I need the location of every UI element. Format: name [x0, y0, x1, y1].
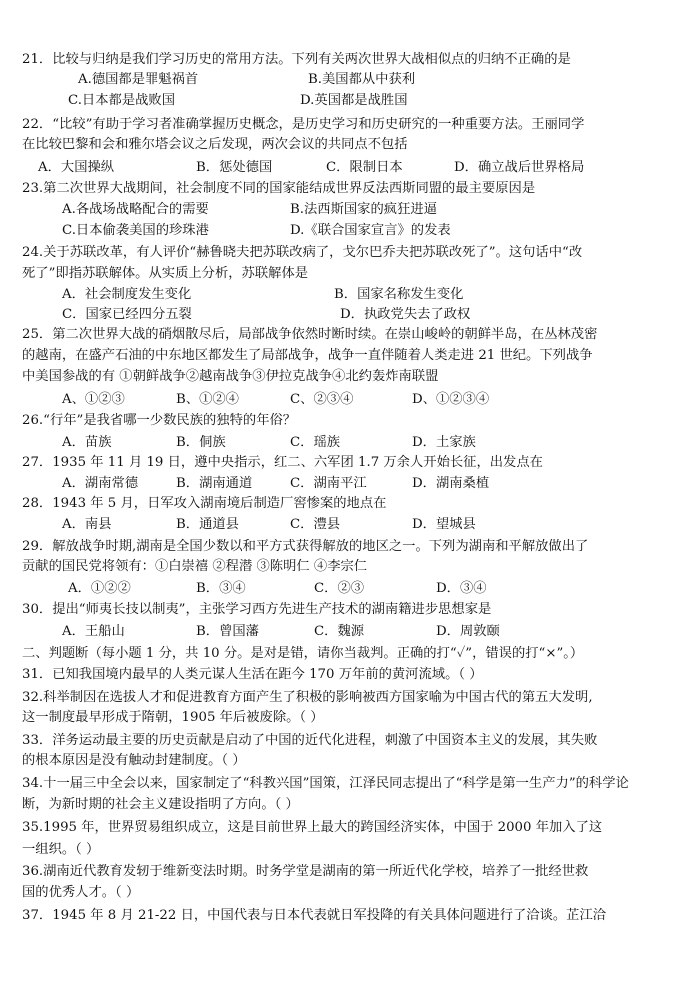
- q25-option-a: A、①②③: [62, 392, 125, 407]
- q22-option-c: C．限制日本: [326, 160, 403, 175]
- q29-stem-line1: 29．解放战争时期,湖南是全国少数以和平方式获得解放的地区之一。下列为湖南和平解放做出了: [22, 539, 589, 554]
- q35-line1: 35.1995 年，世界贸易组织成立，这是目前世界上最大的跨国经济实体，中国于 2000 年加入了这: [22, 820, 603, 835]
- section-2-heading: 二、判题断（每小题 1 分，共 10 分。是对是错，请你当裁判。正确的打“✓”，错误的打“×”。）: [22, 646, 584, 661]
- q24-stem-line2: 死了”即指苏联解体。从实质上分析，苏联解体是: [22, 266, 309, 281]
- q21-stem: 21．比较与归纳是我们学习历史的常用方法。下列有关两次世界大战相似点的归纳不正确的是: [22, 52, 571, 67]
- q29-option-b: B．③④: [196, 581, 246, 596]
- q21-option-b: B.美国都从中获利: [308, 72, 416, 87]
- q21-option-d: D.英国都是战胜国: [300, 93, 408, 108]
- q28-option-a: A．南县: [62, 517, 112, 532]
- q27-option-d: D．湖南桑植: [412, 476, 490, 491]
- q21-option-c: C.日本都是战败国: [68, 93, 176, 108]
- q36-line1: 36.湖南近代教育发轫于维新变法时期。时务学堂是湖南的第一所近代化学校，培养了一批经世救: [22, 864, 589, 879]
- q22-option-b: B．惩处德国: [196, 160, 273, 175]
- q27-option-c: C．湖南平江: [290, 476, 367, 491]
- q33-line1: 33．洋务运动最主要的历史贡献是启动了中国的近代化进程，刺激了中国资本主义的发展，其失败: [22, 733, 598, 748]
- q30-option-d: D．周敦颐: [436, 624, 500, 639]
- q26-option-c: C．瑶族: [290, 435, 341, 450]
- q30-stem: 30．提出“师夷长技以制夷”，主张学习西方先进生产技术的湖南籍进步思想家是: [22, 602, 492, 617]
- q22-option-d: D．确立战后世界格局: [454, 160, 585, 175]
- q24-option-b: B．国家名称发生变化: [334, 287, 464, 302]
- q22-option-a: A．大国操纵: [38, 160, 115, 175]
- q30-option-a: A．王船山: [62, 624, 125, 639]
- q26-option-d: D．土家族: [412, 435, 476, 450]
- q24-option-d: D．执政党失去了政权: [340, 307, 471, 322]
- q30-option-b: B．曾国藩: [196, 624, 259, 639]
- q27-stem: 27．1935 年 11 月 19 日，遵中央指示，红二、六军团 1.7 万余人开始长征，出发点在: [22, 455, 543, 470]
- q32-line1: 32.科举制因在选拔人才和促进教育方面产生了积极的影响被西方国家喻为中国古代的第五大发明,: [22, 690, 593, 705]
- q29-stem-line2: 贡献的国民党将领有：①白崇禧 ②程潜 ③陈明仁 ④李宗仁: [22, 559, 368, 574]
- q27-option-a: A．湖南常德: [62, 476, 139, 491]
- q23-stem: 23.第二次世界大战期间，社会制度不同的国家能结成世界反法西斯同盟的最主要原因是: [22, 181, 536, 196]
- q25-option-b: B、①②④: [176, 392, 239, 407]
- q23-option-b: B.法西斯国家的疯狂进逼: [290, 202, 437, 217]
- q36-line2: 国的优秀人才。（ ）: [22, 885, 140, 900]
- q26-option-a: A．苗族: [62, 435, 112, 450]
- q28-option-b: B．通道县: [176, 517, 239, 532]
- q25-stem-line2: 的越南，在盛产石油的中东地区都发生了局部战争，战争一直伴随着人类走进 21 世纪。下列战争: [22, 348, 593, 363]
- q28-stem: 28．1943 年 5 月，日军攻入湖南境后制造厂窖惨案的地点在: [22, 496, 387, 511]
- q28-option-c: C．澧县: [290, 517, 341, 532]
- q26-stem: 26.“行年”是我省哪一少数民族的独特的年俗？: [22, 413, 297, 428]
- q30-option-c: C．魏源: [314, 624, 365, 639]
- q25-option-c: C、②③④: [290, 392, 354, 407]
- q21-option-a: A.德国都是罪魁祸首: [78, 72, 199, 87]
- q25-option-d: D、①②③④: [412, 392, 490, 407]
- q37-line1: 37．1945 年 8 月 21-22 日，中国代表与日本代表就日军投降的有关具体问题进行了洽谈。芷江洽: [22, 908, 607, 923]
- q24-option-c: C．国家已经四分五裂: [62, 307, 192, 322]
- q24-option-a: A．社会制度发生变化: [62, 287, 192, 302]
- q25-stem-line1: 25．第二次世界大战的硝烟散尽后，局部战争依然时断时续。在崇山峻岭的朝鲜半岛，在丛林茂密: [22, 327, 598, 342]
- q31-statement: 31．已知我国境内最早的人类元谋人生活在距今 170 万年前的黄河流域。（ ）: [22, 667, 483, 682]
- q24-stem-line1: 24.关于苏联改革，有人评价“赫鲁晓夫把苏联改病了，戈尔巴乔夫把苏联改死了”。这句话中“改: [22, 245, 583, 260]
- q23-option-a: A.各战场战略配合的需要: [62, 202, 209, 217]
- q28-option-d: D．望城县: [412, 517, 476, 532]
- q29-option-d: D．③④: [436, 581, 487, 596]
- q26-option-b: B．侗族: [176, 435, 226, 450]
- q23-option-d: D.《联合国家宣言》的发表: [290, 223, 451, 238]
- q22-stem-line2: 在比较巴黎和会和雅尔塔会议之后发现，两次会议的共同点不包括: [22, 137, 408, 152]
- q34-line2: 断，为新时期的社会主义建设指明了方向。（ ）: [22, 797, 299, 812]
- q33-line2: 的根本原因是没有触动封建制度。（ ）: [22, 753, 246, 768]
- q29-option-c: C．②③: [314, 581, 365, 596]
- q32-line2: 这一制度最早形成于隋朝，1905 年后被废除。（ ）: [22, 710, 324, 725]
- q27-option-b: B．湖南通道: [176, 476, 253, 491]
- q22-stem-line1: 22．“比较”有助于学习者准确掌握历史概念，是历史学习和历史研究的一种重要方法。王丽同学: [22, 117, 585, 132]
- q34-line1: 34.十一届三中全会以来，国家制定了“科教兴国”国策，江泽民同志提出了“科学是第一生产力”的科学论: [22, 776, 629, 791]
- q35-line2: 一组织。（ ）: [22, 842, 100, 857]
- q29-option-a: A．①②②: [68, 581, 131, 596]
- q25-stem-line3: 中美国参战的有 ①朝鲜战争②越南战争③伊拉克战争④北约轰炸南联盟: [22, 369, 439, 384]
- q23-option-c: C.日本偷袭美国的珍珠港: [62, 223, 209, 238]
